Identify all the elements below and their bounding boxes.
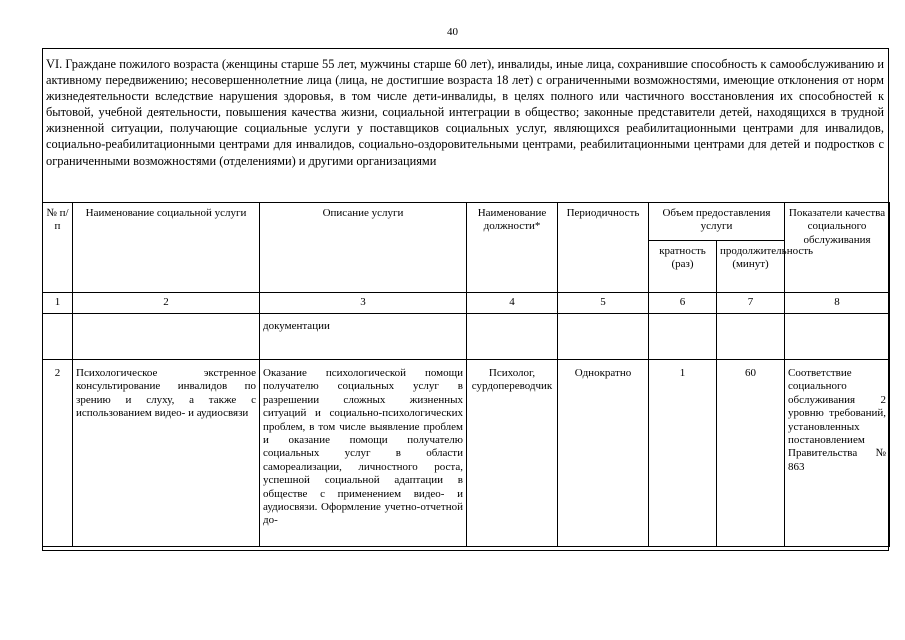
row-position: Психолог, сурдопереводчик <box>467 360 558 547</box>
cell-empty <box>467 314 558 360</box>
cell-empty <box>558 314 649 360</box>
row-num: 2 <box>43 360 73 547</box>
continuation-description: документации <box>260 314 467 360</box>
cell-empty <box>649 314 717 360</box>
row-quality: Соответствие социального обслуживания 2 уровню требований, установленных постановлением Правительства № 863 <box>785 360 890 547</box>
row-service-name: Психологическое экстренное консультирование инвалидов по зрению и слуху, а также с использованием видео- и аудиосвязи <box>73 360 260 547</box>
page-number: 40 <box>447 26 458 38</box>
column-number: 2 <box>73 293 260 314</box>
row-description: Оказание психологической помощи получателю социальных услуг в разрешении сложных жизненных ситуаций и социально-психологических проблем, в том числе выявление проблем и оказание помощи получателю социальных услуг в области самореализации, личностного роста, успешной социальной адаптации в обществе с применением видео- и аудиосвязи. Оформление учетно-отчетной до- <box>260 360 467 547</box>
services-table <box>42 202 890 547</box>
column-number: 8 <box>785 293 890 314</box>
column-number: 1 <box>43 293 73 314</box>
cell-empty <box>717 314 785 360</box>
cell-empty <box>785 314 890 360</box>
header-frequency: кратность (раз) <box>649 241 717 293</box>
table-row <box>43 360 890 547</box>
column-number: 3 <box>260 293 467 314</box>
column-number-row <box>43 293 890 314</box>
header-quality: Показатели качества социального обслуживания <box>785 203 890 293</box>
header-num: № п/п <box>43 203 73 293</box>
column-number: 7 <box>717 293 785 314</box>
header-description: Описание услуги <box>260 203 467 293</box>
column-number: 4 <box>467 293 558 314</box>
row-frequency: 1 <box>649 360 717 547</box>
cell-empty <box>73 314 260 360</box>
column-number: 5 <box>558 293 649 314</box>
row-periodicity: Однократно <box>558 360 649 547</box>
header-position: Наименование должности* <box>467 203 558 293</box>
services-frame <box>42 48 889 551</box>
row-duration: 60 <box>717 360 785 547</box>
table-header-row <box>43 203 890 241</box>
section-heading: VI. Граждане пожилого возраста (женщины старше 55 лет, мужчины старше 60 лет), инвалиды, иные лица, сохранившие способность к самообслуживанию и активному передвижению; несовершеннолетние лица (лица, не достигшие возраста 18 лет) с ограниченными возможностями, имеющие отклонения от норм жизнедеятельности вследствие нарушения здоровья, в том числе дети-инвалиды, в целях полного или частичного восстановления их способностей к бытовой, учебной деятельности, повышения качества жизни, социальной интеграции в общество; законные представители детей, находящихся в трудной жизненной ситуации, получающие социальные услуги у поставщиков социальных услуг, являющихся реабилитационными центрами для инвалидов, социально-реабилитационными центрами для инвалидов, социально-оздоровительными центрами, реабилитационными центрами для детей и подростков с ограниченными возможностями (отделениями) и другими организациями <box>46 57 884 168</box>
header-volume: Объем предоставления услуги <box>649 203 785 241</box>
header-duration: продолжительность (минут) <box>717 241 785 293</box>
table-row <box>43 314 890 360</box>
header-periodicity: Периодичность <box>558 203 649 293</box>
column-number: 6 <box>649 293 717 314</box>
cell-empty <box>43 314 73 360</box>
header-service-name: Наименование социальной услуги <box>73 203 260 293</box>
